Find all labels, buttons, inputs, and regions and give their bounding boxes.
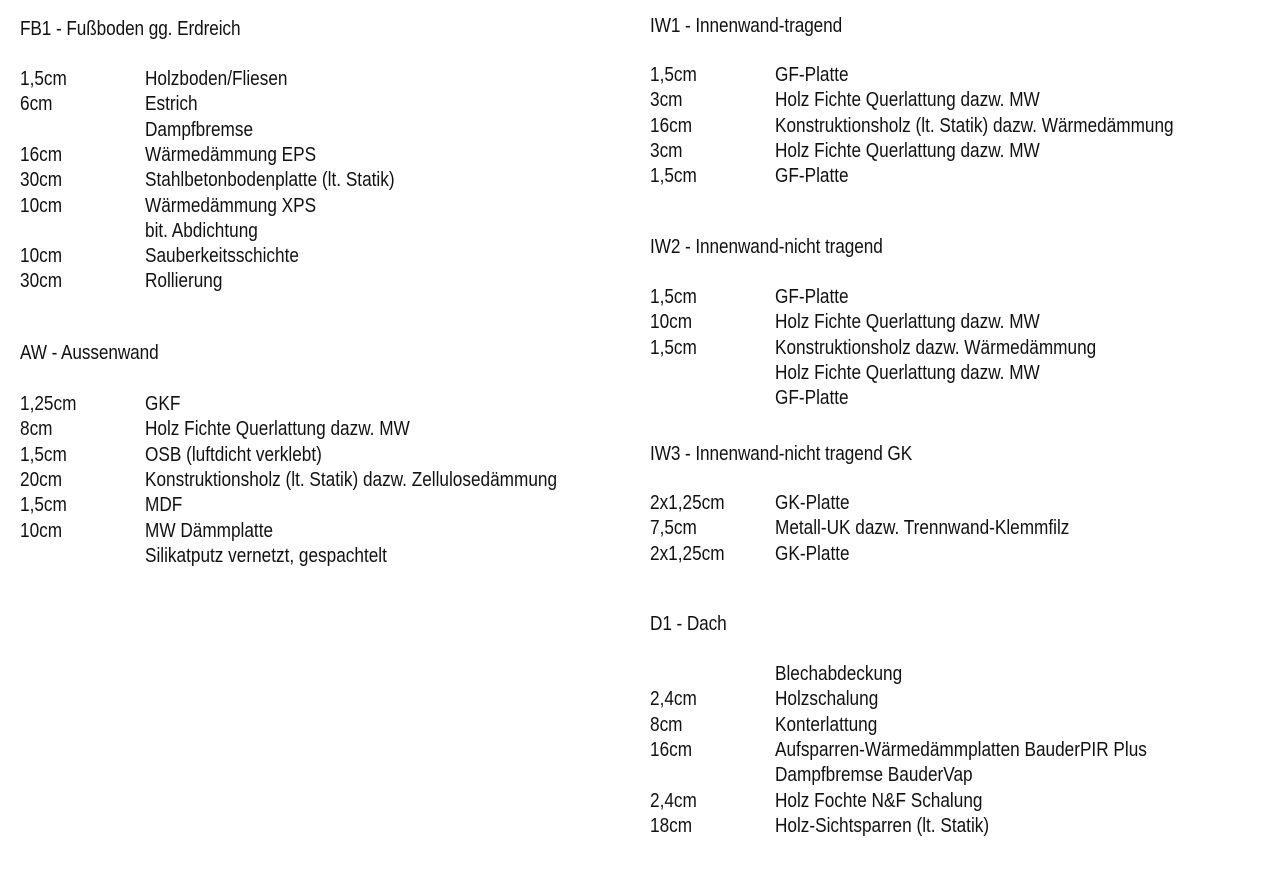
- layer-row: [20, 269, 630, 294]
- layer-thickness: 2x1,25cm: [650, 492, 725, 514]
- layer-thickness: 1,5cm: [650, 165, 697, 188]
- layer-row: [650, 491, 1270, 516]
- layer-row: [650, 63, 1270, 88]
- layer-thickness: 20cm: [20, 468, 63, 491]
- layer-thickness: 2x1,25cm: [650, 542, 725, 565]
- layer-material: GKF: [145, 393, 181, 415]
- layer-material: Holz Fichte Querlattung dazw. MW: [775, 311, 1040, 334]
- layer-row: [650, 662, 1270, 687]
- layer-thickness: 1,25cm: [20, 393, 77, 415]
- layer-material: Rollierung: [145, 270, 223, 293]
- layer-thickness: 3cm: [650, 139, 683, 162]
- layer-row: [650, 139, 1270, 164]
- layer-thickness: 8cm: [20, 418, 53, 441]
- layer-material: Holz-Sichtsparren (lt. Statik): [775, 814, 990, 837]
- layer-thickness: 2,4cm: [650, 688, 697, 711]
- layer-material: Holzboden/Fliesen: [145, 68, 288, 90]
- layer-material: Holz Fichte Querlattung dazw. MW: [775, 139, 1040, 162]
- layer-row: [20, 92, 630, 117]
- section-title: AW - Aussenwand: [20, 342, 159, 364]
- layer-row: [20, 67, 630, 92]
- layer-thickness: 30cm: [20, 169, 63, 192]
- section-title: IW3 - Innenwand-nicht tragend GK: [650, 443, 913, 465]
- layer-thickness: 10cm: [20, 194, 63, 217]
- layer-row: [20, 143, 630, 168]
- layer-row: [650, 310, 1270, 335]
- layer-material: bit. Abdichtung: [145, 219, 258, 242]
- layer-row: [650, 713, 1270, 738]
- layer-row: [20, 168, 630, 193]
- layer-material: Stahlbetonbodenplatte (lt. Statik): [145, 169, 395, 192]
- layer-material: GF-Platte: [775, 286, 849, 308]
- layer-row: [20, 118, 630, 143]
- layer-material: Holz Fichte Querlattung dazw. MW: [145, 418, 410, 441]
- layer-material: Holzschalung: [775, 688, 879, 711]
- layer-material: Blechabdeckung: [775, 663, 903, 685]
- layer-row: [650, 285, 1270, 310]
- layer-row: [20, 194, 630, 219]
- layer-thickness: 16cm: [650, 114, 693, 137]
- layer-material: GK-Platte: [775, 542, 850, 565]
- layer-material: Metall-UK dazw. Trennwand-Klemmfilz: [775, 517, 1070, 540]
- layer-material: Konterlattung: [775, 713, 878, 736]
- section-title: FB1 - Fußboden gg. Erdreich: [20, 18, 241, 40]
- section-title: IW1 - Innenwand-tragend: [650, 15, 843, 37]
- layer-row: [650, 164, 1270, 189]
- layer-material: Holz Fochte N&F Schalung: [775, 789, 983, 812]
- layer-material: Silikatputz vernetzt, gespachtelt: [145, 544, 387, 567]
- layer-row: [20, 219, 630, 244]
- layer-thickness: 7,5cm: [650, 517, 697, 540]
- layer-material: Konstruktionsholz (lt. Statik) dazw. Zellulosedämmung: [145, 468, 558, 491]
- layer-row: [20, 493, 630, 518]
- layer-row: [20, 519, 630, 544]
- layer-row: [650, 361, 1270, 386]
- layer-thickness: 6cm: [20, 93, 53, 116]
- layer-thickness: 10cm: [650, 311, 693, 334]
- layer-thickness: 10cm: [20, 245, 63, 268]
- layer-thickness: 18cm: [650, 814, 693, 837]
- layer-thickness: 3cm: [650, 89, 683, 112]
- layer-row: [650, 516, 1270, 541]
- layer-material: Sauberkeitsschichte: [145, 245, 299, 268]
- layer-row: [650, 336, 1270, 361]
- layer-material: MDF: [145, 494, 183, 517]
- layer-material: Dampfbremse: [145, 118, 254, 141]
- layer-thickness: 1,5cm: [20, 443, 67, 466]
- layer-thickness: 2,4cm: [650, 789, 697, 812]
- layer-row: [20, 392, 630, 417]
- layer-row: [20, 443, 630, 468]
- layer-row: [650, 814, 1270, 839]
- layer-row: [650, 386, 1270, 411]
- layer-thickness: 1,5cm: [20, 68, 67, 90]
- layer-thickness: 1,5cm: [20, 494, 67, 517]
- layer-material: Konstruktionsholz (lt. Statik) dazw. Wärmedämmung: [775, 114, 1174, 137]
- layer-material: GF-Platte: [775, 387, 849, 410]
- layer-thickness: 1,5cm: [650, 336, 697, 359]
- layer-row: [20, 544, 630, 569]
- layer-material: Wärmedämmung XPS: [145, 194, 317, 217]
- layer-material: MW Dämmplatte: [145, 519, 274, 542]
- layer-thickness: 1,5cm: [650, 64, 697, 86]
- layer-material: GF-Platte: [775, 64, 849, 86]
- layer-thickness: 8cm: [650, 713, 683, 736]
- layer-material: GF-Platte: [775, 165, 849, 188]
- layer-row: [20, 468, 630, 493]
- layer-row: [20, 244, 630, 269]
- layer-material: Konstruktionsholz dazw. Wärmedämmung: [775, 336, 1097, 359]
- layer-thickness: 16cm: [650, 738, 693, 761]
- layer-thickness: 10cm: [20, 519, 63, 542]
- layer-material: GK-Platte: [775, 492, 850, 514]
- layer-material: Wärmedämmung EPS: [145, 143, 317, 166]
- layer-row: [650, 738, 1270, 763]
- layer-row: [650, 687, 1270, 712]
- layer-thickness: 16cm: [20, 143, 63, 166]
- layer-thickness: 1,5cm: [650, 286, 697, 308]
- layer-material: Dampfbremse BauderVap: [775, 764, 973, 787]
- layer-row: [650, 88, 1270, 113]
- layer-row: [650, 789, 1270, 814]
- layer-material: Holz Fichte Querlattung dazw. MW: [775, 361, 1040, 384]
- layer-material: OSB (luftdicht verklebt): [145, 443, 322, 466]
- layer-thickness: 30cm: [20, 270, 63, 293]
- layer-row: [20, 417, 630, 442]
- section-title: IW2 - Innenwand-nicht tragend: [650, 236, 883, 258]
- layer-material: Aufsparren-Wärmedämmplatten BauderPIR Plus: [775, 738, 1147, 761]
- layer-row: [650, 542, 1270, 567]
- section-title: D1 - Dach: [650, 613, 727, 635]
- layer-material: Holz Fichte Querlattung dazw. MW: [775, 89, 1040, 112]
- layer-material: Estrich: [145, 93, 198, 116]
- layer-row: [650, 763, 1270, 788]
- layer-row: [650, 114, 1270, 139]
